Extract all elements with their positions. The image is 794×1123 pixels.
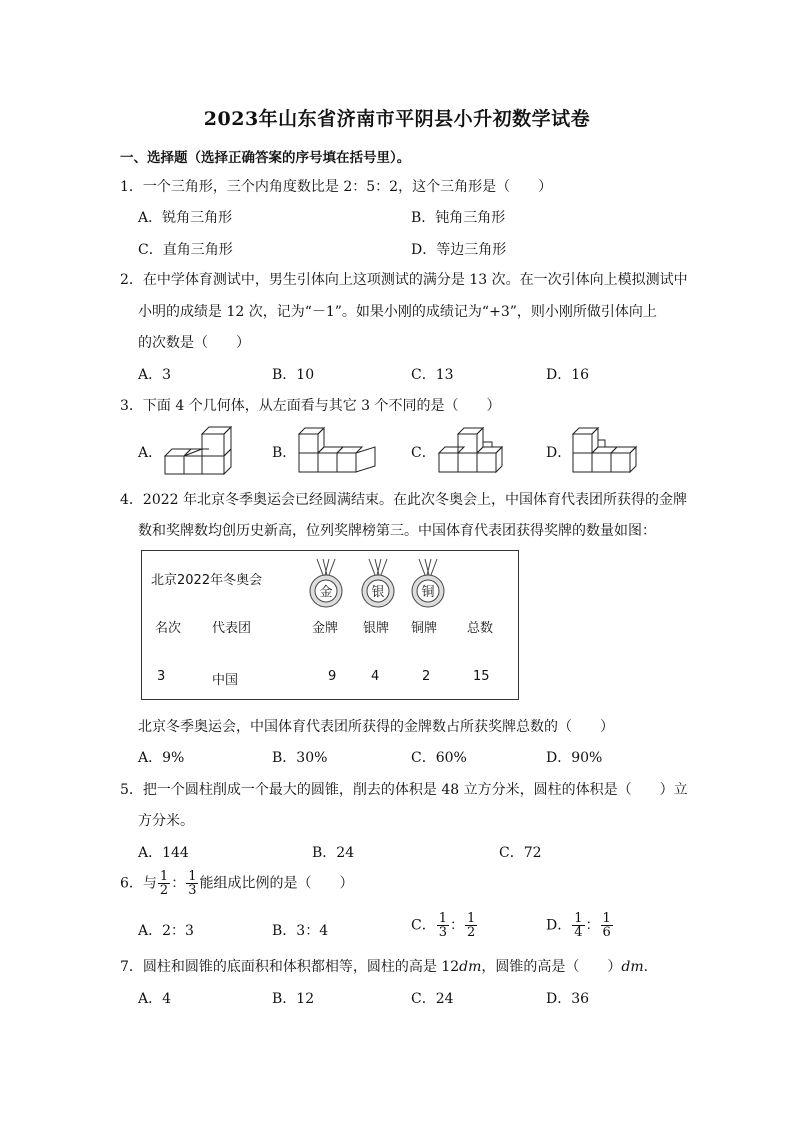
cell-total: 15 — [473, 669, 490, 684]
header-bronze: 铜牌 — [411, 621, 438, 636]
q4-option-c: C．60% — [411, 750, 467, 766]
q1-stem: 1．一个三角形，三个内角度数比是 2：5：2，这个三角形是（ ） — [120, 179, 553, 195]
q3-figure-b — [296, 424, 378, 476]
q6-prefix: 6．与 — [120, 875, 157, 892]
q1-option-a: A．锐角三角形 — [138, 210, 233, 226]
q6-option-c: C． $\frac{1}{3}$ ： $\frac{1}{2}$ — [411, 911, 476, 940]
header-team: 代表团 — [212, 621, 252, 636]
header-rank: 名次 — [155, 621, 182, 636]
q3-figure-a — [162, 420, 234, 476]
q6-option-d: D． $\frac{1}{4}$ ： $\frac{1}{6}$ — [546, 911, 611, 940]
q6-option-a: A．2：3 — [138, 923, 194, 939]
q2-stem-line2: 小明的成绩是 12 次，记为“－1”。如果小刚的成绩记为“+3”，则小刚所做引体向上 — [138, 304, 657, 320]
q2-stem-line3: 的次数是（ ） — [138, 335, 250, 351]
q3-figure-d — [570, 424, 642, 476]
q7-option-b: B．12 — [272, 991, 315, 1007]
q3-figure-c — [436, 424, 508, 476]
q2-option-d: D．16 — [546, 367, 590, 383]
cell-silver: 4 — [371, 669, 380, 684]
q3-option-d: D． — [546, 445, 572, 461]
q2-option-a: A．3 — [138, 367, 172, 383]
q5-option-c: C．72 — [499, 845, 542, 861]
cell-rank: 3 — [157, 669, 166, 684]
silver-medal-label: 银 — [371, 585, 385, 600]
q7-option-c: C．24 — [411, 991, 454, 1007]
q7-option-a: A．4 — [138, 991, 172, 1007]
q1-option-c: C．直角三角形 — [138, 242, 233, 258]
q4-option-d: D．90% — [546, 750, 603, 766]
header-silver: 银牌 — [363, 621, 390, 636]
gold-medal-icon — [306, 557, 346, 611]
q7-option-d: D．36 — [546, 991, 590, 1007]
q6-colon: ： — [171, 875, 186, 892]
cell-team: 中国 — [212, 673, 239, 688]
q3-stem: 3．下面 4 个几何体，从左面看与其它 3 个不同的是（ ） — [120, 398, 501, 414]
q4-option-a: A．9% — [138, 750, 185, 766]
q3-option-c: C． — [411, 445, 436, 461]
header-gold: 金牌 — [312, 621, 339, 636]
q5-option-a: A．144 — [138, 845, 189, 861]
q6-fraction-2: $\frac{1}{3}$ — [188, 869, 197, 898]
q5-stem-line1: 5．把一个圆柱削成一个最大的圆锥，削去的体积是 48 立方分米，圆柱的体积是（ ）立 — [120, 782, 688, 798]
q6-fraction-1: $\frac{1}{2}$ — [159, 869, 169, 898]
medal-table — [141, 550, 519, 700]
q1-option-d: D．等边三角形 — [411, 242, 507, 258]
silver-medal-icon — [358, 557, 398, 611]
bronze-medal-icon — [408, 557, 448, 611]
q7-stem: 7．圆柱和圆锥的底面积和体积都相等，圆柱的高是 12dm，圆锥的高是（ ）dm. — [120, 959, 649, 975]
q6-stem — [120, 870, 353, 897]
gold-medal-label: 金 — [319, 585, 333, 600]
q4-option-b: B．30% — [272, 750, 328, 766]
medal-table-title: 北京2022年冬奥会 — [151, 573, 263, 588]
section-heading: 一、选择题（选择正确答案的序号填在括号里）。 — [120, 150, 411, 166]
cell-gold: 9 — [328, 669, 337, 684]
header-total: 总数 — [467, 621, 494, 636]
q2-option-c: C．13 — [411, 367, 454, 383]
page-title: 2023年山东省济南市平阴县小升初数学试卷 — [203, 108, 591, 130]
q2-stem-line1: 2．在中学体育测试中，男生引体向上这项测试的满分是 13 次。在一次引体向上模拟测试中 — [120, 272, 688, 288]
q4-stem-line1: 4．2022 年北京冬季奥运会已经圆满结束。在此次冬奥会上，中国体育代表团所获得的金牌 — [120, 492, 687, 508]
q1-option-b: B．钝角三角形 — [411, 210, 506, 226]
cell-bronze: 2 — [422, 669, 431, 684]
q4-question: 北京冬季奥运会，中国体育代表团所获得的金牌数占所获奖牌总数的（ ） — [138, 719, 614, 735]
q4-stem-line2: 数和奖牌数均创历史新高，位列奖牌榜第三。中国体育代表团获得奖牌的数量如图： — [138, 523, 656, 539]
q3-option-a: A． — [138, 445, 163, 461]
q6-suffix: 能组成比例的是（ ） — [199, 875, 354, 892]
q2-option-b: B．10 — [272, 367, 315, 383]
bronze-medal-label: 铜 — [421, 585, 435, 600]
q3-option-b: B． — [272, 445, 297, 461]
q6-option-b: B．3：4 — [272, 923, 329, 939]
q5-option-b: B．24 — [312, 845, 355, 861]
q5-stem-line2: 方分米。 — [138, 813, 194, 829]
